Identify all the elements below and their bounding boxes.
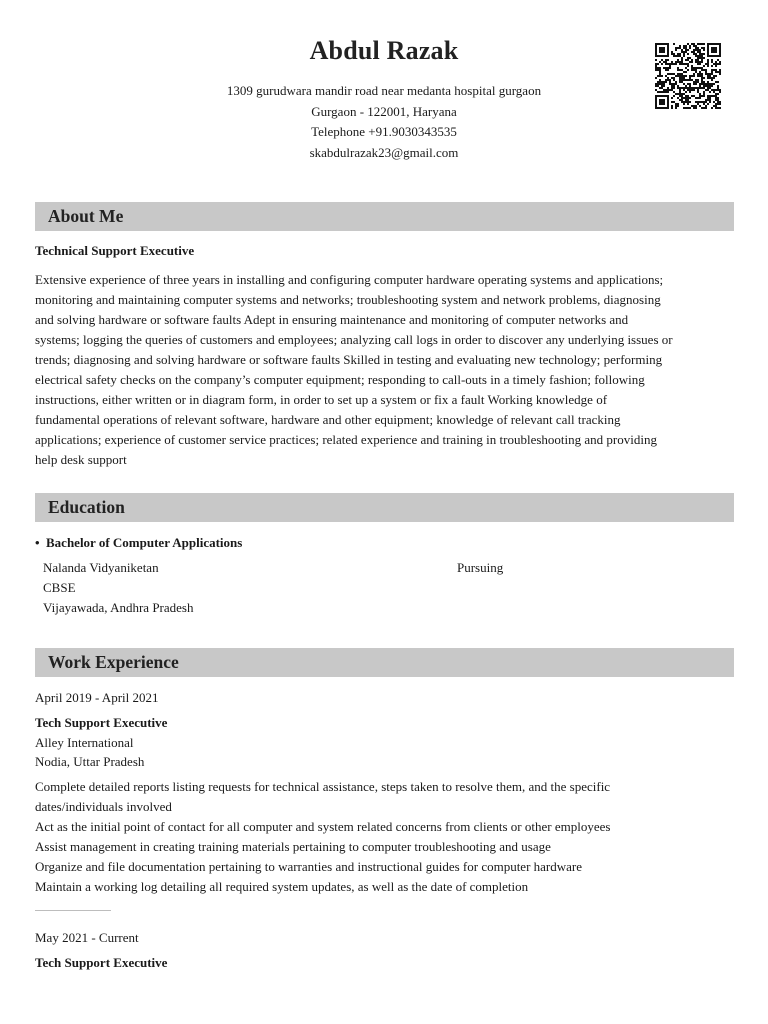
- about-line: systems; logging the queries of customers and employees; analyzing call logs in order to discover any underlying issues or: [35, 332, 673, 347]
- job-divider: [35, 910, 111, 911]
- duty-line: Assist management in creating training materials pertaining to computer troubleshooting and usage: [35, 839, 551, 854]
- duty-line: dates/individuals involved: [35, 799, 172, 814]
- email-line: skabdulrazak23@gmail.com: [309, 144, 459, 160]
- job-duties: [35, 777, 740, 897]
- duty-line: Maintain a working log detailing all required system updates, as well as the date of completion: [35, 879, 529, 894]
- company-name: Alley International: [35, 735, 134, 750]
- education-section-header: [35, 493, 734, 522]
- duty-line: Organize and file documentation pertaining to warranties and instructional guides for computer hardware: [35, 859, 583, 874]
- about-line: applications; experience of customer service practices; related experience and training in troubleshooting and providing: [35, 432, 657, 447]
- about-line: electrical safety checks on the company’s computer equipment; responding to call-outs in a timely fashion; following: [35, 372, 645, 387]
- job-dates: May 2021 - Current: [35, 930, 139, 945]
- degree-name: Bachelor of Computer Applications: [46, 535, 243, 550]
- education-status: Pursuing: [457, 560, 504, 575]
- address-line: 1309 gurudwara mandir road near medanta hospital gurgaon: [226, 83, 542, 98]
- job-title: Tech Support Executive: [35, 715, 168, 730]
- school-name: Nalanda Vidyaniketan: [43, 560, 159, 575]
- about-line: monitoring and maintaining computer systems and networks; troubleshooting system and network problems, diagnosing: [35, 292, 661, 307]
- candidate-name: Abdul Razak: [309, 36, 459, 65]
- about-line: Extensive experience of three years in installing and configuring computer hardware operating systems and applications;: [35, 272, 664, 287]
- education-board: CBSE: [43, 580, 76, 595]
- about-section-header: [35, 202, 734, 231]
- duty-line: Complete detailed reports listing requests for technical assistance, steps taken to resolve them, and the specific: [35, 779, 611, 794]
- job-dates: April 2019 - April 2021: [35, 690, 159, 705]
- about-line: fundamental operations of relevant software, hardware and other equipment; knowledge of relevant call tracking: [35, 412, 621, 427]
- job-title-summary: Technical Support Executive: [35, 243, 195, 258]
- about-line: trends; diagnosing and solving hardware or software faults Skilled in testing and evaluating new technology; performing: [35, 352, 663, 367]
- qr-code-icon: [655, 43, 721, 109]
- education-heading: Education: [48, 497, 125, 517]
- contact-block: [0, 81, 768, 163]
- job-location: Nodia, Uttar Pradesh: [35, 754, 145, 769]
- work-section-header: [35, 648, 734, 677]
- job-title: Tech Support Executive: [35, 955, 168, 970]
- duty-line: Act as the initial point of contact for all computer and system related concerns from clients or other employees: [35, 819, 611, 834]
- telephone-line: Telephone +91.9030343535: [311, 124, 457, 139]
- about-heading: About Me: [48, 206, 124, 226]
- education-location: Vijayawada, Andhra Pradesh: [43, 600, 194, 615]
- about-line: instructions, either written or in diagram form, in order to set up a system or fix a fault Working knowledge of: [35, 392, 608, 407]
- bullet-icon: •: [35, 535, 40, 550]
- about-line: and solving hardware or software faults Adept in ensuring maintenance and monitoring of computer networks and: [35, 312, 629, 327]
- work-heading: Work Experience: [48, 652, 179, 672]
- about-line: help desk support: [35, 452, 127, 467]
- city-line: Gurgaon - 122001, Haryana: [311, 103, 457, 119]
- about-paragraph: [35, 270, 740, 470]
